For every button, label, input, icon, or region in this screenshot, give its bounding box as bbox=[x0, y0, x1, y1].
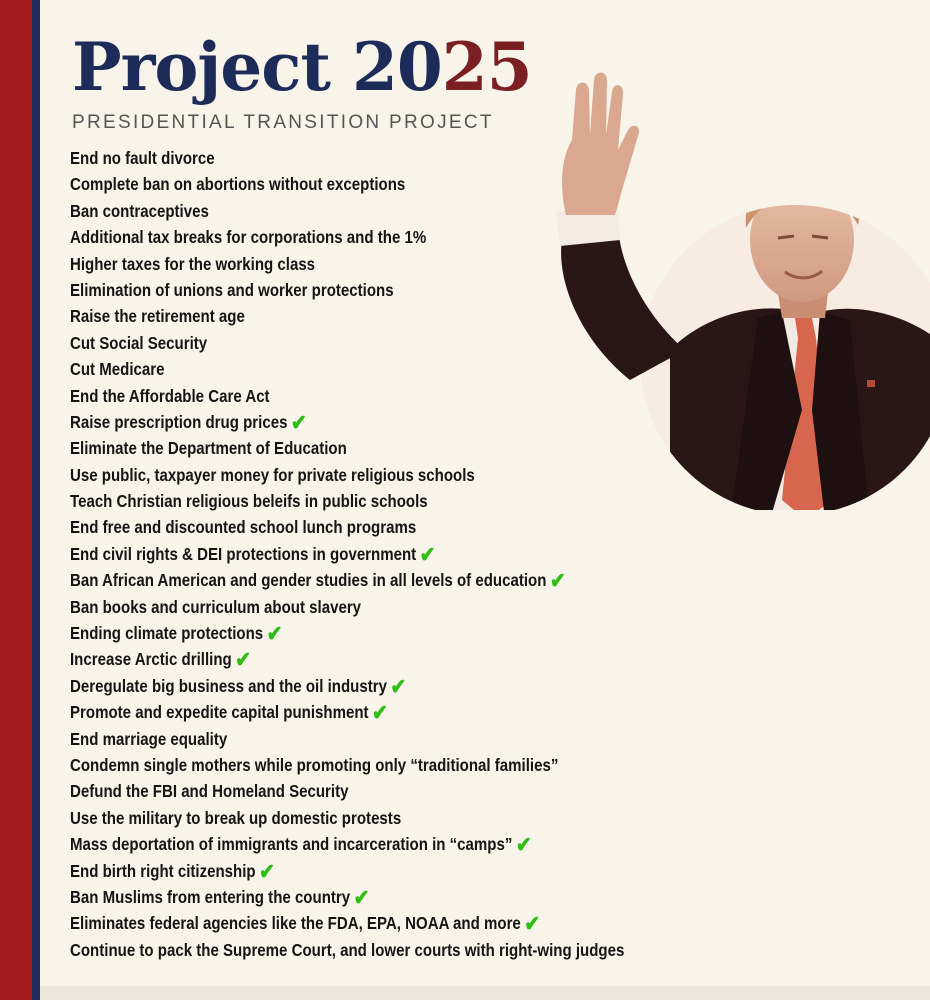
policy-text: Eliminates federal agencies like the FDA, EPA, NOAA and more bbox=[70, 913, 521, 934]
policy-item bbox=[70, 224, 624, 250]
title-main: Project 20 bbox=[72, 28, 442, 106]
policy-item bbox=[70, 858, 624, 884]
title-accent: 25 bbox=[441, 28, 532, 106]
policy-item bbox=[70, 356, 624, 382]
policy-text: Ban Muslims from entering the country bbox=[70, 886, 351, 907]
policy-text: Higher taxes for the working class bbox=[70, 253, 316, 274]
policy-item bbox=[70, 409, 624, 435]
page-subtitle: PRESIDENTIAL TRANSITION PROJECT bbox=[72, 112, 494, 133]
checkmark-icon bbox=[524, 914, 540, 934]
policy-item bbox=[70, 594, 624, 620]
bottom-strip bbox=[40, 986, 930, 1000]
policy-text: End free and discounted school lunch programs bbox=[70, 517, 417, 538]
policy-text: Eliminate the Department of Education bbox=[70, 438, 347, 459]
policy-text: End no fault divorce bbox=[70, 148, 215, 168]
policy-item bbox=[70, 303, 624, 329]
checkmark-icon bbox=[516, 835, 532, 855]
policy-text: Raise the retirement age bbox=[70, 306, 245, 327]
checkmark-icon bbox=[235, 650, 251, 670]
policy-text: Ending climate protections bbox=[70, 623, 264, 644]
policy-item bbox=[70, 145, 624, 171]
policy-text: Use the military to break up domestic protests bbox=[70, 807, 402, 828]
policy-text: Cut Medicare bbox=[70, 359, 165, 380]
policy-text: End birth right citizenship bbox=[70, 860, 256, 881]
policy-item bbox=[70, 778, 624, 804]
policy-item bbox=[70, 831, 624, 857]
policy-item bbox=[70, 567, 624, 593]
policy-item bbox=[70, 620, 624, 646]
policy-item bbox=[70, 251, 624, 277]
blue-side-bar bbox=[32, 0, 40, 1000]
policy-text: Use public, taxpayer money for private religious schools bbox=[70, 464, 475, 485]
policy-item bbox=[70, 805, 624, 831]
policy-item bbox=[70, 646, 624, 672]
checkmark-icon bbox=[354, 888, 370, 908]
checkmark-icon bbox=[390, 677, 406, 697]
policy-text: Teach Christian religious beleifs in public schools bbox=[70, 491, 428, 512]
policy-item bbox=[70, 910, 624, 936]
policy-text: Promote and expedite capital punishment bbox=[70, 702, 369, 723]
policy-list bbox=[70, 145, 715, 963]
policy-text: End the Affordable Care Act bbox=[70, 385, 270, 406]
policy-item bbox=[70, 488, 624, 514]
policy-item bbox=[70, 171, 624, 197]
policy-text: Raise prescription drug prices bbox=[70, 411, 288, 432]
policy-item bbox=[70, 198, 624, 224]
policy-text: Deregulate big business and the oil industry bbox=[70, 675, 387, 696]
policy-text: Increase Arctic drilling bbox=[70, 649, 232, 670]
policy-item bbox=[70, 462, 624, 488]
policy-item bbox=[70, 937, 624, 963]
policy-text: Defund the FBI and Homeland Security bbox=[70, 781, 349, 802]
checkmark-icon bbox=[267, 624, 283, 644]
policy-text: End civil rights & DEI protections in government bbox=[70, 543, 417, 564]
policy-text: End marriage equality bbox=[70, 728, 228, 749]
policy-text: Elimination of unions and worker protections bbox=[70, 279, 394, 300]
policy-item bbox=[70, 726, 624, 752]
checkmark-icon bbox=[259, 862, 275, 882]
policy-item bbox=[70, 541, 624, 567]
policy-item bbox=[70, 435, 624, 461]
policy-text: Ban books and curriculum about slavery bbox=[70, 596, 362, 617]
checkmark-icon bbox=[550, 571, 566, 591]
checkmark-icon bbox=[420, 545, 436, 565]
policy-text: Continue to pack the Supreme Court, and lower courts with right-wing judges bbox=[70, 939, 625, 960]
policy-text: Condemn single mothers while promoting only “traditional families” bbox=[70, 754, 559, 775]
policy-text: Ban contraceptives bbox=[70, 200, 209, 221]
checkmark-icon bbox=[372, 703, 388, 723]
policy-text: Additional tax breaks for corporations and the 1% bbox=[70, 227, 427, 248]
policy-text: Mass deportation of immigrants and incarceration in “camps” bbox=[70, 834, 513, 855]
page-title bbox=[72, 22, 532, 112]
policy-item bbox=[70, 383, 624, 409]
policy-item bbox=[70, 752, 624, 778]
policy-item bbox=[70, 277, 624, 303]
policy-item bbox=[70, 330, 624, 356]
checkmark-icon bbox=[291, 413, 307, 433]
red-side-bar bbox=[0, 0, 32, 1000]
policy-item bbox=[70, 673, 624, 699]
policy-item bbox=[70, 514, 624, 540]
policy-text: Complete ban on abortions without exceptions bbox=[70, 174, 406, 195]
policy-text: Cut Social Security bbox=[70, 332, 208, 353]
policy-text: Ban African American and gender studies in all levels of education bbox=[70, 570, 547, 591]
policy-item bbox=[70, 884, 624, 910]
policy-item bbox=[70, 699, 624, 725]
